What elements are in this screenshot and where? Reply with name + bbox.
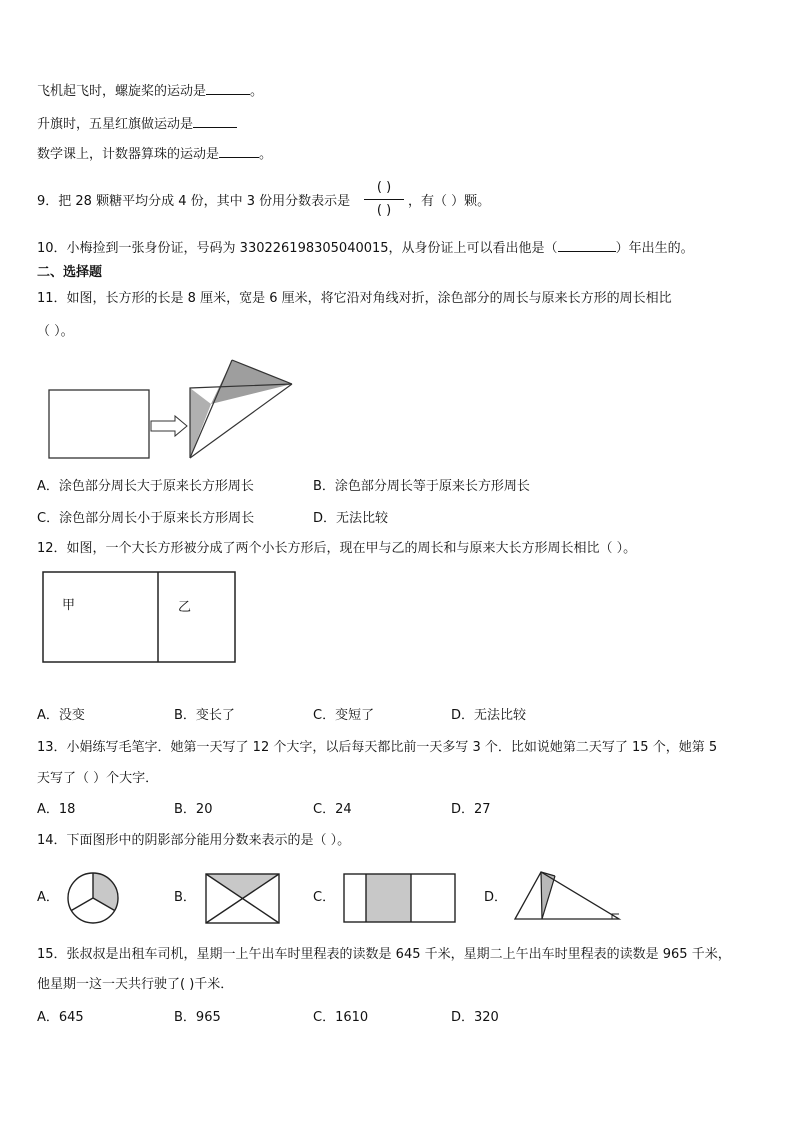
- q10-text: 10．小梅捡到一张身份证，号码为 330226198305040015，从身份证上可以看出他是（ ）年出生的。: [37, 241, 694, 256]
- q11-line1: 11．如图，长方形的长是 8 厘米，宽是 6 厘米，将它沿对角线对折，涂色部分的周长与原来长方形的周长相比: [37, 291, 672, 306]
- q12-text: 12．如图，一个大长方形被分成了两个小长方形后，现在甲与乙的周长和与原来大长方形周长相比（ ）。: [37, 541, 637, 556]
- fraction-numerator: ( ): [376, 180, 392, 195]
- q12-option-d[interactable]: D．无法比较: [451, 708, 527, 723]
- q14-option-c[interactable]: C．: [313, 890, 336, 905]
- q14-option-d[interactable]: D．: [484, 890, 508, 905]
- q15-line2: 他星期一这一天共行驶了( )千米．: [37, 977, 234, 992]
- fraction-denominator: ( ): [376, 203, 392, 218]
- q11-option-b[interactable]: B．涂色部分周长等于原来长方形周长: [313, 479, 530, 494]
- q14-option-a[interactable]: A．: [37, 890, 59, 905]
- q13-option-c[interactable]: C．24: [313, 802, 352, 817]
- q12-option-a[interactable]: A．没变: [37, 708, 85, 723]
- q11-option-a[interactable]: A．涂色部分周长大于原来长方形周长: [37, 479, 254, 494]
- q15-option-d[interactable]: D．320: [451, 1010, 499, 1025]
- q9-text: 9．把 28 颗糖平均分成 4 份，其中 3 份用分数表示是: [37, 194, 351, 209]
- q8-line3: 数学课上，计数器算珠的运动是 。: [37, 147, 273, 162]
- q13-line1: 13．小娟练写毛笔字．她第一天写了 12 个大字，以后每天都比前一天多写 3 个．比如说她第二天写了 15 个，她第 5: [37, 740, 718, 755]
- q8-line1: 飞机起飞时，螺旋桨的运动是 。: [37, 84, 264, 99]
- q13-option-a[interactable]: A．18: [37, 802, 76, 817]
- q11-option-c[interactable]: C．涂色部分周长小于原来长方形周长: [37, 511, 255, 526]
- q14-option-b[interactable]: B．: [174, 890, 196, 905]
- figure-c-rectangle: [344, 874, 455, 922]
- figure-a-circle: [68, 873, 118, 923]
- q12-option-c[interactable]: C．变短了: [313, 708, 375, 723]
- q15-option-a[interactable]: A．645: [37, 1010, 84, 1025]
- q13-option-d[interactable]: D．27: [451, 802, 491, 817]
- q13-line2: 天写了（ ）个大字．: [37, 771, 159, 786]
- q12-option-b[interactable]: B．变长了: [174, 708, 235, 723]
- figure-d-triangle: [515, 872, 619, 919]
- q14-text: 14．下面图形中的阴影部分能用分数来表示的是（ ）。: [37, 833, 351, 848]
- q13-option-b[interactable]: B．20: [174, 802, 213, 817]
- section-title: 二、选择题: [37, 265, 103, 280]
- q11-option-d[interactable]: D．无法比较: [313, 511, 389, 526]
- q15-line1: 15．张叔叔是出租车司机，星期一上午出车时里程表的读数是 645 千米，星期二上午出车时里程表的读数是 965 千米，: [37, 947, 731, 962]
- q15-option-b[interactable]: B．965: [174, 1010, 221, 1025]
- q11-line2: （ ）。: [37, 324, 74, 339]
- figure-b-rectangle: [206, 874, 279, 923]
- label-jia: 甲: [62, 598, 76, 613]
- label-yi: 乙: [178, 600, 192, 615]
- q9-tail: ，有（ ）颗。: [408, 194, 491, 209]
- q8-line2: 升旗时，五星红旗做运动是: [37, 116, 237, 134]
- q15-option-c[interactable]: C．1610: [313, 1010, 369, 1025]
